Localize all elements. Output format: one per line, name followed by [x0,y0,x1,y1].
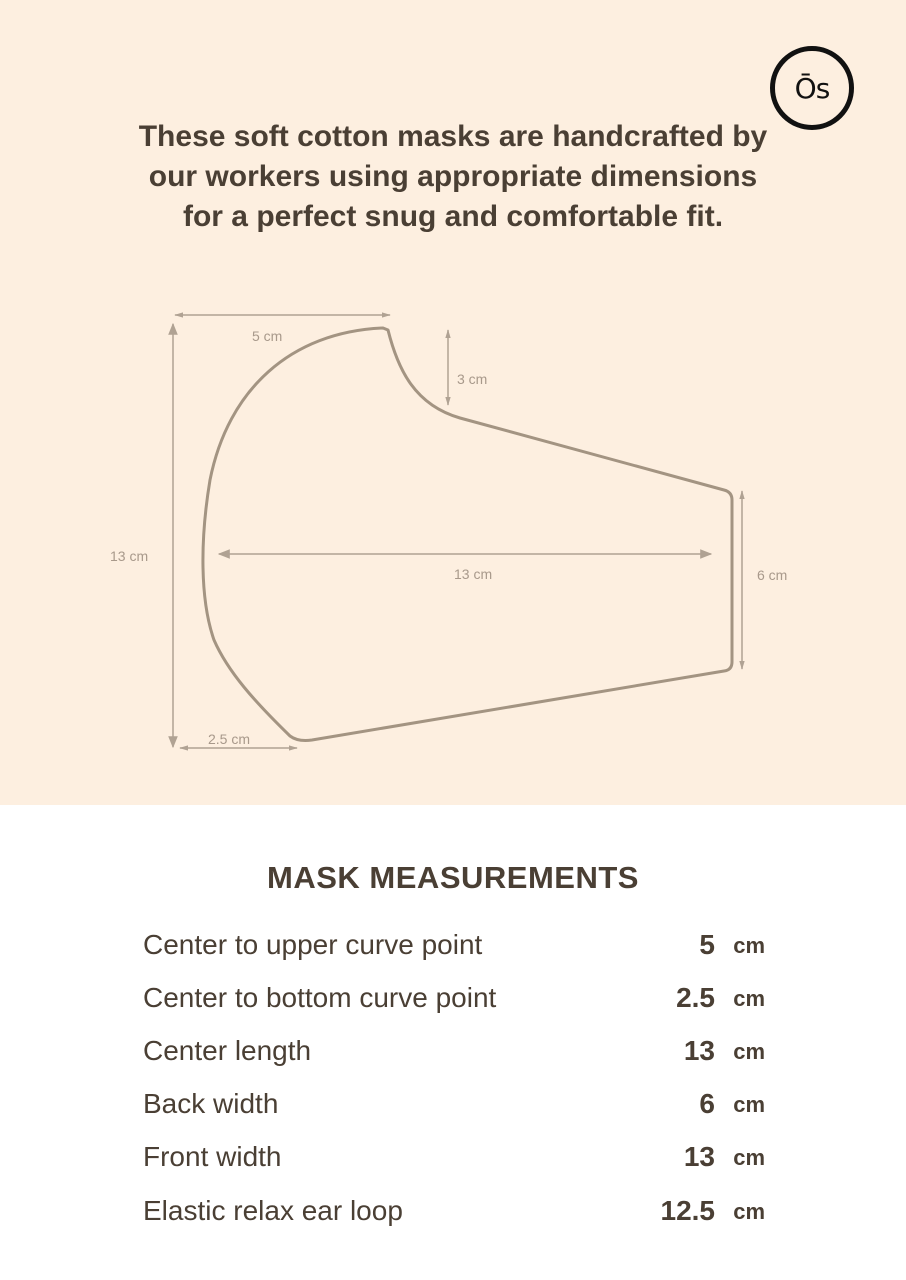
mask-outline [203,328,732,741]
intro-line: These soft cotton masks are handcrafted by [138,120,768,153]
brand-logo-text: Ōs [794,71,830,105]
measurement-label: Center length [143,1035,312,1066]
measurement-value: 2.5 [676,982,715,1013]
measurement-unit: cm [733,933,765,958]
measurement-value: 13 [683,1141,715,1172]
measurement-unit: cm [733,1145,765,1170]
intro-line: our workers using appropriate dimensions [148,160,758,193]
measurement-value: 12.5 [660,1195,715,1226]
measurement-unit: cm [733,1092,765,1117]
measurement-label: Front width [143,1141,282,1172]
measurement-label: Center to upper curve point [143,929,483,960]
measurement-unit: cm [733,1039,765,1064]
measurement-unit: cm [733,986,765,1011]
notch-depth-label: 3 cm [457,371,488,387]
height-label: 13 cm [110,548,149,564]
measurements-title: MASK MEASUREMENTS [267,860,639,895]
measurement-label: Elastic relax ear loop [143,1195,403,1226]
measurement-row [143,1088,765,1128]
measurement-value: 6 [699,1088,715,1119]
upper-width-label: 5 cm [252,328,283,344]
measurement-row [143,1035,765,1075]
measurement-row [143,1141,765,1181]
intro-line: for a perfect snug and comfortable fit. [182,200,724,233]
measurement-unit: cm [733,1199,765,1224]
measurement-label: Back width [143,1088,279,1119]
measurement-row [143,929,765,969]
center-length-label: 13 cm [454,566,493,582]
measurement-row [143,1195,765,1235]
measurement-value: 13 [683,1035,715,1066]
back-width-label: 6 cm [757,567,788,583]
bottom-width-label: 2.5 cm [208,731,251,747]
measurement-row [143,982,765,1022]
measurement-value: 5 [699,929,715,960]
measurement-label: Center to bottom curve point [143,982,497,1013]
